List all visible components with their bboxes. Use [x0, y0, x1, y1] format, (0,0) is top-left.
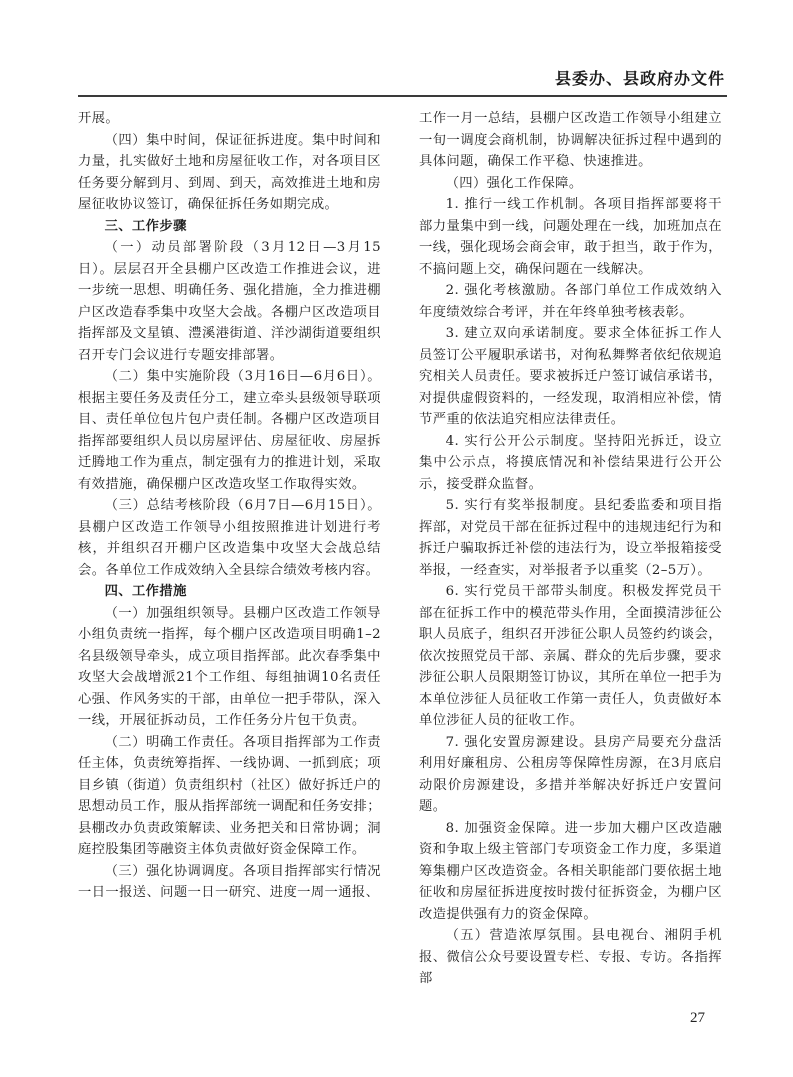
header-divider [78, 95, 727, 97]
left-text-column [78, 108, 381, 904]
paragraph: 5. 实行有奖举报制度。县纪委监委和项目指挥部，对党员干部在征拆过程中的违规违纪行为和拆迁户骗取拆迁补偿的违法行为，设立举报箱接受举报，一经查实，对举报者予以重奖（2–5万）。 [419, 498, 722, 578]
paragraph: （一）加强组织领导。县棚户区改造工作领导小组负责统一指挥，每个棚户区改造项目明确1–2名县级领导牵头，成立项目指挥部。此次春季集中攻坚大会战增派21个工作组、每组抽调10名责任心强、作风务实的干部，由单位一把手带队，深入一线，开展征拆动员，工作任务分片包干负责。 [78, 605, 381, 728]
paragraph: （四）强化工作保障。 [445, 175, 583, 191]
paragraph: （一）动员部署阶段（3月12日—3月15日）。层层召开全县棚户区改造工作推进会议，进一步统一思想、明确任务、强化措施，全力推进棚户区改造春季集中攻坚大会战。各棚户区改造项目指挥部及文星镇、澧溪港街道、洋沙湖街道要组织召开专门会议进行专题安排部署。 [78, 240, 381, 363]
paragraph: 6. 实行党员干部带头制度。积极发挥党员干部在征拆工作中的模范带头作用，全面摸清涉征公职人员底子，组织召开涉征公职人员签约约谈会，依次按照党员干部、亲属、群众的先后步骤，要求涉征公职人员限期签订协议，其所在单位一把手为本单位涉征人员征收工作第一责任人，负责做好本单位涉征人员的征收工作。 [419, 584, 722, 728]
section-heading: 四、工作措施 [104, 584, 187, 599]
paragraph: 工作一月一总结，县棚户区改造工作领导小组建立一旬一调度会商机制，协调解决征拆过程中遇到的具体问题，确保工作平稳、快速推进。 [419, 111, 722, 169]
page-number: 27 [690, 1010, 705, 1026]
paragraph: （四）集中时间，保证征拆进度。集中时间和力量，扎实做好土地和房屋征收工作，对各项目区任务要分解到月、到周、到天，高效推进土地和房屋征收协议签订，确保征拆任务如期完成。 [78, 132, 381, 212]
paragraph: （三）总结考核阶段（6月7日—6月15日）。县棚户区改造工作领导小组按照推进计划进行考核，并组织召开棚户区改造集中攻坚大会战总结会。各单位工作成效纳入全县综合绩效考核内容。 [78, 498, 381, 578]
paragraph: 8. 加强资金保障。进一步加大棚户区改造融资和争取上级主管部门专项资金工作力度，多渠道筹集棚户区改造资金。各相关职能部门要依据土地征收和房屋征拆进度按时拨付征拆资金，为棚户区改造提供强有力的资金保障。 [419, 820, 722, 922]
paragraph: 3. 建立双向承诺制度。要求全体征拆工作人员签订公平履职承诺书，对徇私舞弊者依纪依规追究相关人员责任。要求被拆迁户签订诚信承诺书，对提供虚假资料的，一经发现，取消相应补偿，情节严重的依法追究相应法律责任。 [419, 326, 722, 427]
paragraph: （二）集中实施阶段（3月16日—6月6日）。根据主要任务及责任分工，建立牵头县级领导联项目、责任单位包片包户责任制。各棚户区改造项目指挥部要组织人员以房屋评估、房屋征收、房屋拆迁腾地工作为重点，制定强有力的推进计划，采取有效措施，确保棚户区改造攻坚工作取得实效。 [78, 369, 381, 492]
paragraph: 1. 推行一线工作机制。各项目指挥部要将干部力量集中到一线，问题处理在一线，加班加点在一线，强化现场会商会审，敢于担当，敢于作为，不搞问题上交，确保问题在一线解决。 [419, 197, 722, 277]
right-text-column [419, 108, 722, 990]
section-heading: 三、工作步骤 [104, 218, 187, 234]
paragraph: 7. 强化安置房源建设。县房产局要充分盘活利用好廉租房、公租房等保障性房源，在3月底启动限价房源建设，多措并举解决好拆迁户安置问题。 [419, 734, 722, 814]
paragraph: （二）明确工作责任。各项目指挥部为工作责任主体，负责统筹指挥、一线协调、一抓到底；项目乡镇（街道）负责组织村（社区）做好拆迁户的思想动员工作，服从指挥部统一调配和任务安排；县棚改办负责政策解读、业务把关和日常协调；洞庭控股集团等融资主体负责做好资金保障工作。 [78, 734, 381, 857]
paragraph: （五）营造浓厚氛围。县电视台、湘阴手机报、微信公众号要设置专栏、专报、专访。各指挥部 [419, 928, 722, 986]
document-header-title: 县委办、县政府办文件 [554, 69, 725, 88]
paragraph: 2. 强化考核激励。各部门单位工作成效纳入年度绩效综合考评，并在年终单独考核表彰。 [419, 283, 722, 320]
paragraph: 4. 实行公开公示制度。坚持阳光拆迁，设立集中公示点，将摸底情况和补偿结果进行公开公示，接受群众监督。 [419, 433, 722, 492]
paragraph: （三）强化协调调度。各项目指挥部实行情况一日一报送、问题一日一研究、进度一周一通报、 [78, 863, 381, 900]
paragraph: 开展。 [78, 111, 120, 126]
